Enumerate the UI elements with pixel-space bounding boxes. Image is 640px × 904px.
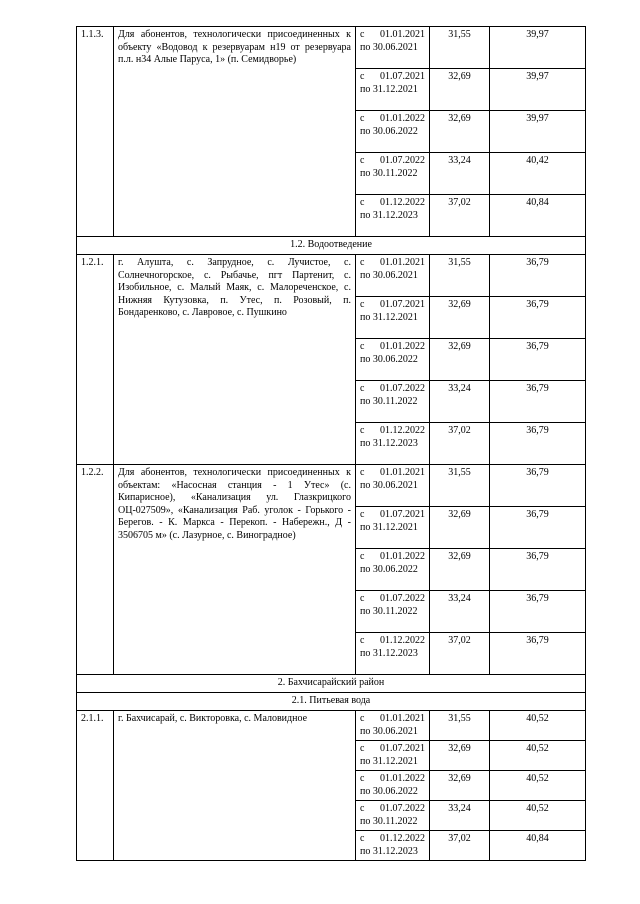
period-cell bbox=[356, 465, 430, 507]
tariff-value-1: 32,69 bbox=[430, 549, 490, 591]
section-header-title: 2. Бахчисарайский район bbox=[77, 675, 586, 693]
period-prefix: с bbox=[360, 467, 365, 478]
item-code: 2.1.1. bbox=[77, 711, 114, 861]
item-code: 1.2.2. bbox=[77, 465, 114, 675]
period-start-date: 01.07.2022 bbox=[380, 593, 425, 604]
period-cell bbox=[356, 195, 430, 237]
period-start-date: 01.07.2021 bbox=[380, 509, 425, 520]
period-start-date: 01.01.2022 bbox=[380, 551, 425, 562]
period-start-date: 01.12.2022 bbox=[380, 635, 425, 646]
period-cell bbox=[356, 153, 430, 195]
tariff-table-body bbox=[77, 27, 586, 861]
period-start-date: 01.07.2022 bbox=[380, 155, 425, 166]
period-from bbox=[360, 299, 425, 312]
tariff-value-1: 33,24 bbox=[430, 801, 490, 831]
period-end-date: по 30.06.2021 bbox=[360, 725, 418, 737]
item-description: г. Алушта, с. Запрудное, с. Лучистое, с. Солнечногорское, с. Рыбачье, пгт Партенит, с. Изобильное, с. Малый Маяк, с. Малореченское, с. Нижняя Кутузовка, п. Утес, п. Розовый, п. Бондаренково, с. Лавровое, с. Пушкино bbox=[114, 255, 356, 465]
tariff-value-1: 31,55 bbox=[430, 255, 490, 297]
period-end-date: по 30.11.2022 bbox=[360, 815, 418, 827]
tariff-value-2: 40,84 bbox=[490, 831, 586, 861]
period-prefix: с bbox=[360, 593, 365, 604]
tariff-value-2: 36,79 bbox=[490, 297, 586, 339]
tariff-value-2: 40,84 bbox=[490, 195, 586, 237]
period-from bbox=[360, 29, 425, 42]
period-end-date: по 30.06.2021 bbox=[360, 269, 418, 281]
period-end-date: по 30.06.2022 bbox=[360, 353, 418, 365]
tariff-value-1: 32,69 bbox=[430, 297, 490, 339]
period-prefix: с bbox=[360, 425, 365, 436]
period-prefix: с bbox=[360, 773, 365, 784]
period-cell bbox=[356, 111, 430, 153]
period-start-date: 01.12.2022 bbox=[380, 425, 425, 436]
period-end-date: по 31.12.2023 bbox=[360, 845, 418, 857]
tariff-value-1: 32,69 bbox=[430, 111, 490, 153]
period-start-date: 01.07.2022 bbox=[380, 383, 425, 394]
period-cell bbox=[356, 549, 430, 591]
period-start-date: 01.01.2021 bbox=[380, 29, 425, 40]
tariff-value-1: 31,55 bbox=[430, 465, 490, 507]
period-prefix: с bbox=[360, 383, 365, 394]
period-from bbox=[360, 833, 425, 846]
period-cell bbox=[356, 591, 430, 633]
period-end-date: по 30.11.2022 bbox=[360, 605, 418, 617]
period-prefix: с bbox=[360, 71, 365, 82]
period-from bbox=[360, 803, 425, 816]
period-start-date: 01.01.2022 bbox=[380, 113, 425, 124]
period-prefix: с bbox=[360, 197, 365, 208]
period-from bbox=[360, 509, 425, 522]
period-cell bbox=[356, 711, 430, 741]
tariff-value-1: 32,69 bbox=[430, 339, 490, 381]
period-end-date: по 30.06.2021 bbox=[360, 41, 418, 53]
period-cell bbox=[356, 741, 430, 771]
section-header-title: 1.2. Водоотведение bbox=[77, 237, 586, 255]
period-from bbox=[360, 71, 425, 84]
table-row bbox=[77, 465, 586, 507]
period-cell bbox=[356, 297, 430, 339]
tariff-value-2: 40,42 bbox=[490, 153, 586, 195]
item-code: 1.2.1. bbox=[77, 255, 114, 465]
tariff-value-1: 33,24 bbox=[430, 381, 490, 423]
period-end-date: по 31.12.2021 bbox=[360, 755, 418, 767]
tariff-value-2: 40,52 bbox=[490, 711, 586, 741]
item-description: Для абонентов, технологически присоединенных к объектам: «Насосная станция - 1 Утес» (с. Кипарисное), «Канализация ул. Глазкрицкого ОЦ-027509», «Канализация Раб. уголок - Горького - Берегов. - К. Маркса - Перекоп. - Набережн., Д - 3506705 м» (с. Лазурное, с. Виноградное) bbox=[114, 465, 356, 675]
period-from bbox=[360, 467, 425, 480]
period-prefix: с bbox=[360, 113, 365, 124]
period-cell bbox=[356, 801, 430, 831]
tariff-value-1: 32,69 bbox=[430, 771, 490, 801]
period-from bbox=[360, 155, 425, 168]
period-start-date: 01.12.2022 bbox=[380, 197, 425, 208]
tariff-value-2: 36,79 bbox=[490, 381, 586, 423]
tariff-value-2: 36,79 bbox=[490, 423, 586, 465]
tariff-value-1: 33,24 bbox=[430, 153, 490, 195]
period-end-date: по 30.06.2022 bbox=[360, 785, 418, 797]
tariff-value-2: 36,79 bbox=[490, 465, 586, 507]
tariff-value-1: 37,02 bbox=[430, 423, 490, 465]
period-prefix: с bbox=[360, 509, 365, 520]
tariff-value-2: 40,52 bbox=[490, 741, 586, 771]
period-cell bbox=[356, 69, 430, 111]
period-from bbox=[360, 773, 425, 786]
period-prefix: с bbox=[360, 551, 365, 562]
tariff-value-1: 31,55 bbox=[430, 27, 490, 69]
period-prefix: с bbox=[360, 29, 365, 40]
tariff-value-1: 31,55 bbox=[430, 711, 490, 741]
period-prefix: с bbox=[360, 155, 365, 166]
tariff-value-1: 37,02 bbox=[430, 195, 490, 237]
period-start-date: 01.07.2022 bbox=[380, 803, 425, 814]
period-end-date: по 31.12.2021 bbox=[360, 311, 418, 323]
period-cell bbox=[356, 381, 430, 423]
tariff-value-2: 36,79 bbox=[490, 591, 586, 633]
period-prefix: с bbox=[360, 803, 365, 814]
period-start-date: 01.01.2021 bbox=[380, 467, 425, 478]
period-prefix: с bbox=[360, 299, 365, 310]
period-cell bbox=[356, 255, 430, 297]
period-end-date: по 30.11.2022 bbox=[360, 395, 418, 407]
period-from bbox=[360, 425, 425, 438]
tariff-value-2: 39,97 bbox=[490, 69, 586, 111]
period-from bbox=[360, 551, 425, 564]
period-from bbox=[360, 743, 425, 756]
period-start-date: 01.07.2021 bbox=[380, 71, 425, 82]
table-row bbox=[77, 27, 586, 69]
table-row bbox=[77, 255, 586, 297]
period-end-date: по 30.06.2022 bbox=[360, 125, 418, 137]
period-from bbox=[360, 713, 425, 726]
item-description: г. Бахчисарай, с. Викторовка, с. Маловидное bbox=[114, 711, 356, 861]
period-from bbox=[360, 635, 425, 648]
tariff-value-2: 36,79 bbox=[490, 549, 586, 591]
subsection-header bbox=[77, 693, 586, 711]
period-end-date: по 31.12.2021 bbox=[360, 83, 418, 95]
period-cell bbox=[356, 507, 430, 549]
period-start-date: 01.07.2021 bbox=[380, 299, 425, 310]
period-cell bbox=[356, 771, 430, 801]
period-prefix: с bbox=[360, 743, 365, 754]
tariff-value-2: 36,79 bbox=[490, 255, 586, 297]
period-from bbox=[360, 197, 425, 210]
period-from bbox=[360, 593, 425, 606]
period-from bbox=[360, 257, 425, 270]
tariff-value-1: 37,02 bbox=[430, 831, 490, 861]
period-prefix: с bbox=[360, 833, 365, 844]
period-end-date: по 30.06.2021 bbox=[360, 479, 418, 491]
period-end-date: по 31.12.2023 bbox=[360, 647, 418, 659]
period-end-date: по 30.11.2022 bbox=[360, 167, 418, 179]
period-start-date: 01.01.2021 bbox=[380, 257, 425, 268]
period-prefix: с bbox=[360, 635, 365, 646]
table-row bbox=[77, 711, 586, 741]
tariff-value-1: 33,24 bbox=[430, 591, 490, 633]
period-cell bbox=[356, 339, 430, 381]
tariff-value-2: 36,79 bbox=[490, 507, 586, 549]
period-end-date: по 31.12.2021 bbox=[360, 521, 418, 533]
tariff-value-2: 39,97 bbox=[490, 111, 586, 153]
period-cell bbox=[356, 423, 430, 465]
tariff-table bbox=[76, 26, 586, 861]
period-cell bbox=[356, 633, 430, 675]
period-start-date: 01.01.2022 bbox=[380, 341, 425, 352]
tariff-value-1: 37,02 bbox=[430, 633, 490, 675]
period-prefix: с bbox=[360, 341, 365, 352]
period-prefix: с bbox=[360, 713, 365, 724]
tariff-value-1: 32,69 bbox=[430, 69, 490, 111]
period-end-date: по 31.12.2023 bbox=[360, 437, 418, 449]
tariff-value-2: 40,52 bbox=[490, 801, 586, 831]
item-description: Для абонентов, технологически присоединенных к объекту «Водовод к резервуарам н19 от резервуара п.л. н34 Алые Паруса, 1» (п. Семидворье) bbox=[114, 27, 356, 237]
item-code: 1.1.3. bbox=[77, 27, 114, 237]
period-end-date: по 30.06.2022 bbox=[360, 563, 418, 575]
period-prefix: с bbox=[360, 257, 365, 268]
section-header bbox=[77, 675, 586, 693]
period-from bbox=[360, 341, 425, 354]
period-cell bbox=[356, 831, 430, 861]
period-start-date: 01.01.2021 bbox=[380, 713, 425, 724]
period-end-date: по 31.12.2023 bbox=[360, 209, 418, 221]
tariff-value-2: 39,97 bbox=[490, 27, 586, 69]
period-cell bbox=[356, 27, 430, 69]
section-header bbox=[77, 237, 586, 255]
period-start-date: 01.01.2022 bbox=[380, 773, 425, 784]
period-start-date: 01.07.2021 bbox=[380, 743, 425, 754]
tariff-value-2: 36,79 bbox=[490, 633, 586, 675]
tariff-value-2: 36,79 bbox=[490, 339, 586, 381]
period-from bbox=[360, 113, 425, 126]
tariff-value-1: 32,69 bbox=[430, 741, 490, 771]
tariff-value-1: 32,69 bbox=[430, 507, 490, 549]
subsection-header-title: 2.1. Питьевая вода bbox=[77, 693, 586, 711]
tariff-value-2: 40,52 bbox=[490, 771, 586, 801]
period-start-date: 01.12.2022 bbox=[380, 833, 425, 844]
period-from bbox=[360, 383, 425, 396]
